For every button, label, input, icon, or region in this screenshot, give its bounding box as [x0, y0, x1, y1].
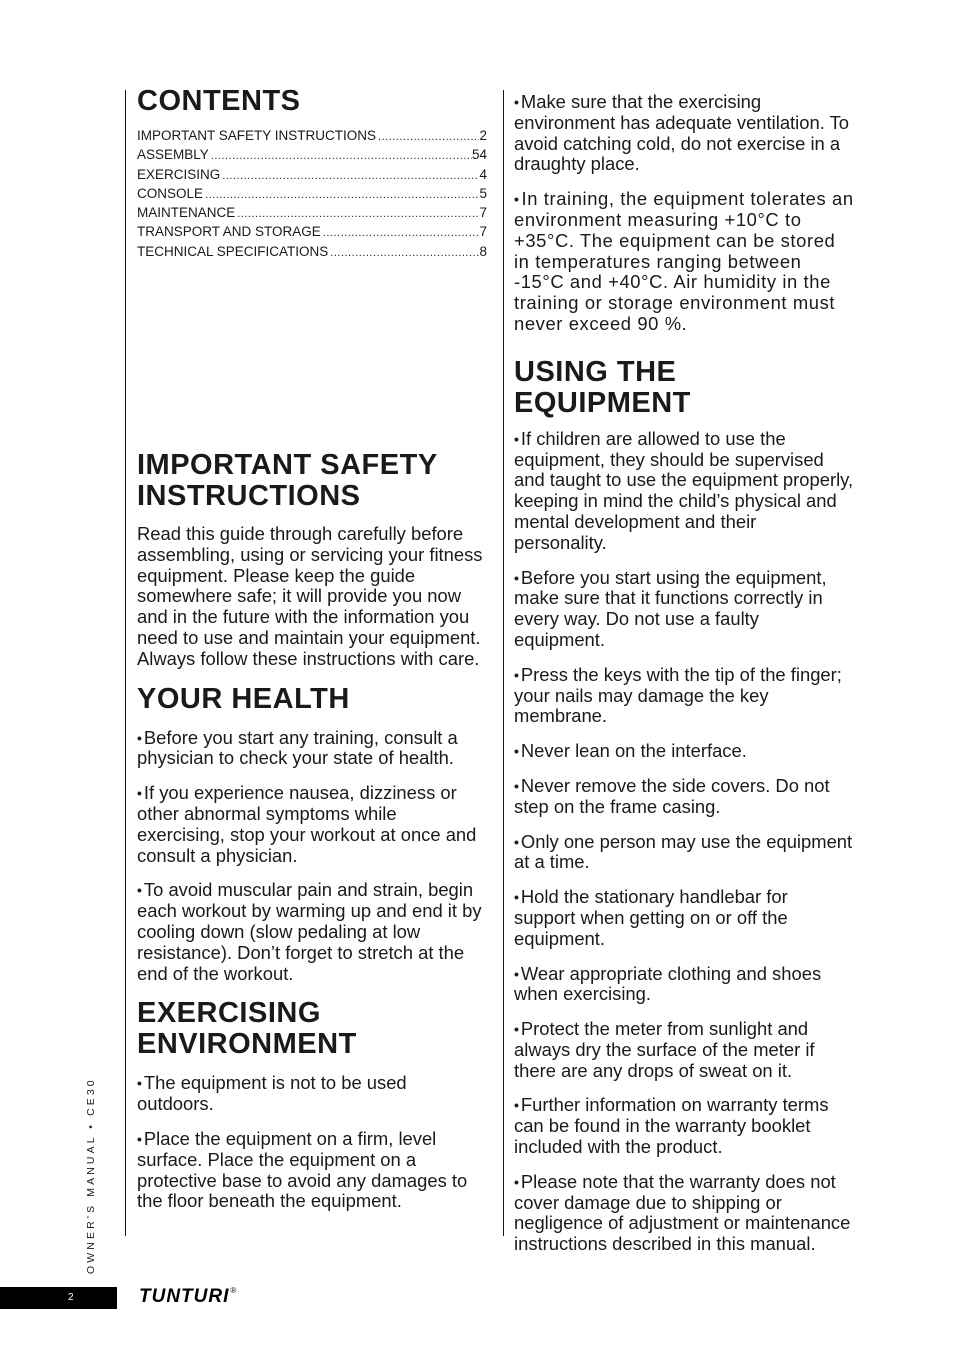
using-bullet	[514, 568, 854, 651]
toc-label: EXERCISING	[137, 166, 221, 182]
bullet-dot: •	[137, 785, 142, 802]
safety-heading-line2: INSTRUCTIONS	[137, 480, 361, 513]
left-column	[137, 86, 487, 1212]
bullet-text: The equipment is not to be used outdoors.	[137, 1072, 407, 1115]
toc-leader	[205, 187, 479, 204]
using-heading: USING THE EQUIPMENT	[514, 355, 691, 419]
using-bullet	[514, 776, 854, 818]
toc-entry[interactable]	[137, 127, 487, 146]
environment-bullet	[514, 92, 854, 175]
bullet-dot: •	[137, 882, 142, 899]
bullet-text: Before you start any training, consult a physician to check your state of health.	[137, 726, 458, 769]
bullet-text: If children are allowed to use the equipment, they should be supervised and taught to use the equipment properly, keeping in mind the child’s physical and mental development and their personality.	[514, 427, 854, 553]
contents-heading: CONTENTS	[137, 85, 301, 117]
bullet-text: Wear appropriate clothing and shoes when exercising.	[514, 962, 822, 1005]
toc-leader	[378, 129, 479, 146]
bullet-text: Further information on warranty terms can be found in the warranty booklet included with the product.	[514, 1094, 829, 1158]
health-heading: YOUR HEALTH	[137, 682, 350, 715]
bullet-dot: •	[514, 191, 520, 208]
health-bullet	[137, 880, 487, 984]
toc-leader	[211, 148, 472, 165]
manual-side-label: OWNER’S MANUAL • CE30	[85, 1077, 97, 1274]
toc-entry[interactable]	[137, 146, 487, 165]
toc-page: 7	[479, 224, 487, 240]
bullet-dot: •	[514, 666, 519, 683]
using-bullet	[514, 1095, 854, 1157]
toc-entry[interactable]	[137, 223, 487, 242]
page-number-box	[0, 1287, 117, 1309]
toc-label: IMPORTANT SAFETY INSTRUCTIONS	[137, 128, 377, 143]
bullet-dot: •	[514, 569, 519, 586]
bullet-text: Protect the meter from sunlight and always dry the surface of the meter if there are any drops of sweat on it.	[514, 1018, 815, 1081]
bullet-dot: •	[514, 1173, 519, 1190]
bullet-dot: •	[514, 430, 519, 447]
bullet-text: If you experience nausea, dizziness or other abnormal symptoms while exercising, stop your workout at once and consult a physician.	[137, 782, 477, 866]
toc-entry[interactable]	[137, 166, 487, 185]
bullet-text: Place the equipment on a firm, level surface. Place the equipment on a protective base to avoid any damages to the floor beneath the equipment.	[137, 1128, 468, 1212]
safety-intro: Read this guide through carefully before assembling, using or servicing your fitness equipment. Please keep the guide somewhere safe; it will provide you now and in the future with the information you need to use and maintain your equipment. Always follow these instructions with care.	[137, 523, 483, 669]
bullet-dot: •	[514, 743, 519, 760]
toc-page: 8	[479, 243, 487, 259]
brand-logo-text: TUNTURI	[139, 1286, 230, 1307]
toc-page: 4	[479, 166, 487, 182]
using-bullet	[514, 832, 854, 874]
toc-page: 5	[479, 185, 487, 201]
brand-logo	[139, 1286, 237, 1308]
bullet-text: Please note that the warranty does not cover damage due to shipping or negligence of adjustment or maintenance instructions described in this manual.	[514, 1170, 851, 1255]
right-column	[514, 92, 854, 1255]
environment-bullet	[514, 189, 854, 335]
bullet-text: Hold the stationary handlebar for support when getting on or off the equipment.	[514, 886, 788, 949]
bullet-dot: •	[514, 833, 519, 850]
using-bullet	[514, 964, 854, 1006]
environment-bullet	[137, 1073, 487, 1115]
bullet-dot: •	[514, 965, 519, 982]
bullet-text: Only one person may use the equipment at a time.	[514, 830, 853, 873]
bullet-text: Never remove the side covers. Do not step on the frame casing.	[514, 774, 830, 817]
using-bullet	[514, 741, 854, 762]
using-bullet	[514, 429, 854, 554]
bullet-dot: •	[137, 729, 142, 746]
environment-heading	[137, 998, 487, 1060]
health-bullet	[137, 783, 487, 866]
toc-leader	[323, 225, 480, 242]
toc-page: 7	[479, 205, 487, 221]
toc-label: ASSEMBLY	[137, 147, 209, 163]
bullet-text: Before you start using the equipment, make sure that it functions correctly in every way. Do not use a faulty equipment.	[514, 566, 827, 650]
bullet-text: In training, the equipment tolerates an environment measuring +10°C to +35°C. The equipment can be stored in temperatures ranging between -15°C and +40°C. Air humidity in the training or storage environment must never exceed 90 %.	[514, 188, 854, 334]
column-divider-right	[503, 90, 504, 1236]
bullet-dot: •	[514, 1021, 519, 1038]
bullet-text: To avoid muscular pain and strain, begin each workout by warming up and end it by cooling down (slow pedaling at low resistance). Don’t forget to stretch at the end of the workout.	[137, 879, 482, 984]
bullet-dot: •	[514, 1097, 519, 1114]
bullet-text: Never lean on the interface.	[520, 740, 747, 762]
using-bullet	[514, 1172, 854, 1255]
bullet-text: Make sure that the exercising environment has adequate ventilation. To avoid catching cold, do not exercise in a draughty place.	[514, 91, 850, 175]
column-divider-left	[125, 90, 126, 1236]
toc-label: TRANSPORT AND STORAGE	[137, 224, 321, 240]
environment-heading-line1: EXERCISING	[137, 997, 321, 1030]
using-bullet	[514, 1019, 854, 1081]
toc-page: 54	[471, 147, 487, 163]
toc-leader	[222, 168, 479, 185]
environment-heading-line2: ENVIRONMENT	[137, 1028, 357, 1061]
toc-page: 2	[479, 128, 487, 143]
toc-label: CONSOLE	[137, 185, 204, 201]
bullet-dot: •	[514, 777, 519, 794]
toc-entry[interactable]	[137, 243, 487, 262]
bullet-text: Press the keys with the tip of the finger; your nails may damage the key membrane.	[514, 663, 842, 727]
safety-heading	[137, 450, 487, 512]
toc-entry[interactable]	[137, 204, 487, 223]
using-bullet	[514, 665, 854, 727]
using-bullet	[514, 887, 854, 949]
table-of-contents	[137, 127, 487, 262]
bullet-dot: •	[137, 1131, 142, 1148]
bullet-dot: •	[514, 94, 519, 110]
registered-mark: ®	[230, 1286, 238, 1295]
environment-bullet	[137, 1129, 487, 1212]
health-bullet	[137, 728, 487, 770]
toc-label: MAINTENANCE	[137, 205, 236, 221]
safety-heading-line1: IMPORTANT SAFETY	[137, 449, 438, 482]
toc-label: TECHNICAL SPECIFICATIONS	[137, 243, 329, 259]
page-number: 2	[68, 1292, 74, 1303]
bullet-dot: •	[137, 1075, 142, 1092]
toc-leader	[237, 206, 479, 223]
toc-leader	[330, 245, 479, 262]
toc-entry[interactable]	[137, 185, 487, 204]
bullet-dot: •	[514, 889, 519, 906]
